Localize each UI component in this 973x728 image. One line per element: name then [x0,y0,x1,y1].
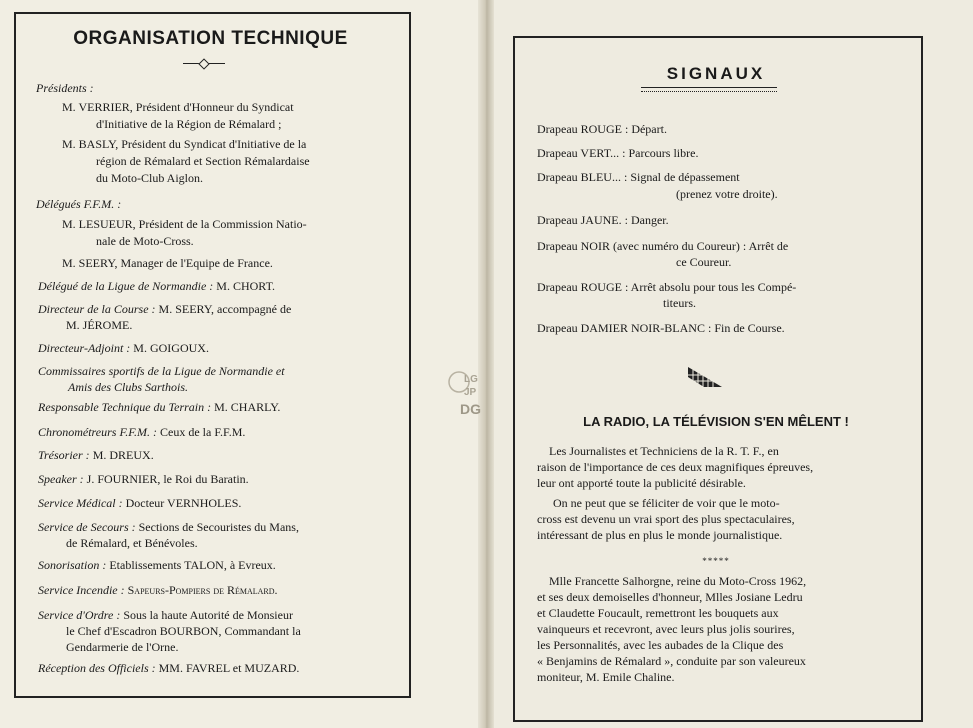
radio-p1-line-2: raison de l'importance de ces deux magnifiques épreuves, [537,460,814,474]
incendie-row: Service Incendie : Sapeurs-Pompiers de Rémalard. [38,583,278,597]
commissaires-line-2: Amis des Clubs Sarthois. [68,380,189,394]
signal-row-6: Drapeau ROUGE : Arrêt absolu pour tous les Compé- [537,280,797,294]
seery-line: M. SEERY, Manager de l'Equipe de France. [62,256,273,270]
directeur-row-2: M. JÉROME. [66,318,133,332]
tresorier-row: Trésorier : M. DREUX. [38,448,154,462]
lesueur-line-2: nale de Moto-Cross. [96,234,194,248]
signal-row-1: Drapeau ROUGE : Départ. [537,122,667,136]
lesueur-line-1: M. LESUEUR, Président de la Commission Natio- [62,217,307,231]
radio-title: LA RADIO, LA TÉLÉVISION S'EN MÊLENT ! [583,414,849,429]
medical-row: Service Médical : Docteur VERNHOLES. [38,496,242,510]
diamond-ornament-icon [183,63,225,65]
signaux-title: SIGNAUX [666,64,766,83]
ordre-row-3: Gendarmerie de l'Orne. [66,640,179,654]
signal-row-5: Drapeau NOIR (avec numéro du Coureur) : Arrêt de [537,239,789,253]
signal-row-3-cont: (prenez votre droite). [676,187,778,201]
speaker-row: Speaker : J. FOURNIER, le Roi du Baratin. [38,472,249,486]
secours-row: Service de Secours : Sections de Secouristes du Mans, [38,520,299,534]
reine-line-5: les Personnalités, avec les aubades de la Clique des [537,638,784,652]
ordre-row: Service d'Ordre : Sous la haute Autorité de Monsieur [38,608,293,622]
svg-text:JP: JP [464,387,477,398]
watermark-stamp-icon [442,368,488,426]
reception-row: Réception des Officiels : MM. FAVREL et MUZARD. [38,661,300,675]
delegue-ligue-row: Délégué de la Ligue de Normandie : M. CHORT. [38,279,276,293]
reine-line-3: et Claudette Foucault, remettront les bouquets aux [537,606,779,620]
radio-p1-line-1: Les Journalistes et Techniciens de la R. T. F., en [549,444,779,458]
section-separator-stars: ***** [702,556,730,566]
signal-row-4: Drapeau JAUNE. : Danger. [537,213,669,227]
verrier-line-2: d'Initiative de la Région de Rémalard ; [96,117,282,131]
ordre-row-2: le Chef d'Escadron BOURBON, Commandant la [66,624,301,638]
radio-p2-line-3: intéressant de plus en plus le monde journalistique. [537,528,783,542]
signal-row-6-cont: titeurs. [663,296,696,310]
basly-line-1: M. BASLY, Président du Syndicat d'Initiative de la [62,137,307,151]
signal-row-5-cont: ce Coureur. [676,255,732,269]
radio-p2-line-1: On ne peut que se féliciter de voir que le moto- [553,496,780,510]
delegues-label: Délégués F.F.M. : [36,197,122,211]
reine-line-1: Mlle Francette Salhorgne, reine du Moto-Cross 1962, [549,574,807,588]
presidents-label: Présidents : [36,81,94,95]
radio-p2-line-2: cross est devenu un vrai sport des plus spectaculaires, [537,512,795,526]
svg-text:LG: LG [464,374,478,385]
signal-row-3: Drapeau BLEU... : Signal de dépassement [537,170,740,184]
chrono-row: Chronométreurs F.F.M. : Ceux de la F.F.M. [38,425,246,439]
signal-row-7: Drapeau DAMIER NOIR-BLANC : Fin de Course. [537,321,785,335]
reine-line-7: moniteur, M. Emile Chaline. [537,670,675,684]
reine-line-4: vainqueurs et recevront, avec leurs plus jolis sourires, [537,622,795,636]
commissaires-line-1: Commissaires sportifs de la Ligue de Normandie et [38,364,285,378]
reine-line-2: et ses deux demoiselles d'honneur, Mlles Josiane Ledru [537,590,803,604]
signal-row-2: Drapeau VERT... : Parcours libre. [537,146,699,160]
directeur-row: Directeur de la Course : M. SEERY, accompagné de [38,302,292,316]
responsable-row: Responsable Technique du Terrain : M. CHARLY. [38,400,281,414]
verrier-line-1: M. VERRIER, Président d'Honneur du Syndicat [62,100,294,114]
sono-row: Sonorisation : Etablissements TALON, à Evreux. [38,558,276,572]
organisation-title: ORGANISATION TECHNIQUE [73,28,348,49]
checkered-flag-icon [688,367,722,387]
reine-line-6: « Benjamins de Rémalard », conduite par son valeureux [537,654,806,668]
book-gutter [478,0,494,728]
basly-line-2: région de Rémalard et Section Rémalardaise [96,154,310,168]
radio-p1-line-3: leur ont apporté toute la publicité désirable. [537,476,746,490]
svg-text:DG: DG [460,401,481,417]
adjoint-row: Directeur-Adjoint : M. GOIGOUX. [38,341,209,355]
signaux-title-underline [641,87,777,92]
secours-row-2: de Rémalard, et Bénévoles. [66,536,198,550]
basly-line-3: du Moto-Club Aiglon. [96,171,204,185]
